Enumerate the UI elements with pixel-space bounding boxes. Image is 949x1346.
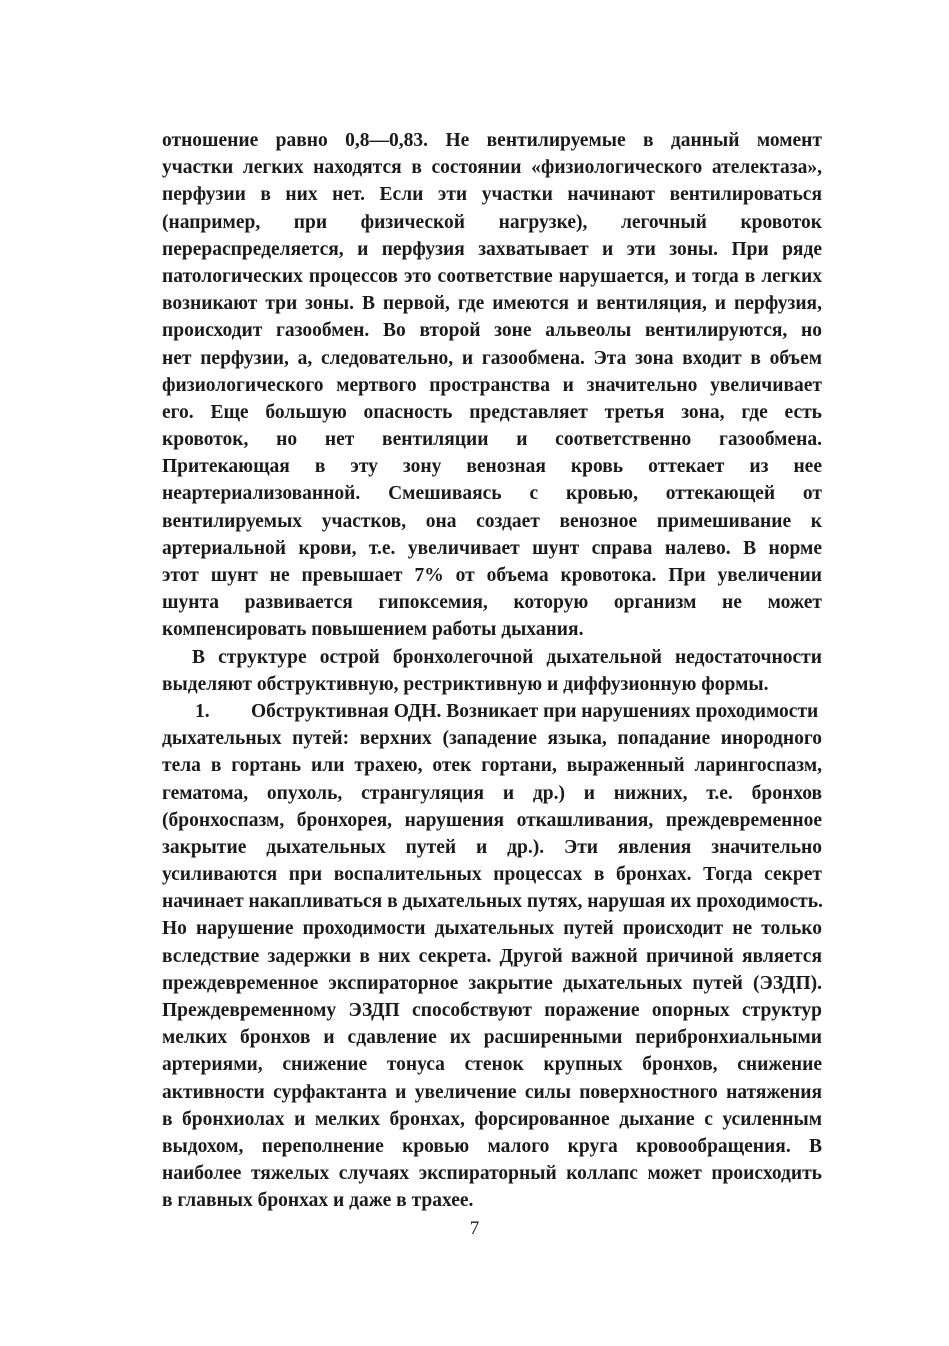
body-text: [162, 127, 822, 1215]
text-line: закрытие дыхательных путей и др.). Эти явления значительно: [162, 836, 822, 858]
text-line: неартериализованной. Смешиваясь с кровью, оттекающей от: [162, 483, 822, 505]
text-line: гематома, опухоль, странгуляция и др.) и нижних, т.е. бронхов: [162, 782, 822, 804]
text-line: кровоток, но нет вентиляции и соответственно газообмена.: [162, 429, 822, 451]
text-line: начинает накапливаться в дыхательных путях, нарушая их проходимость.: [162, 891, 823, 913]
text-line: Но нарушение проходимости дыхательных путей происходит не только: [162, 918, 822, 940]
text-line: нет перфузии, а, следовательно, и газообмена. Эта зона входит в объем: [162, 347, 822, 369]
list-item-number: 1.: [195, 700, 210, 722]
text-line: артериальной крови, т.е. увеличивает шунт справа налево. В норме: [162, 537, 822, 559]
text-line: возникают три зоны. В первой, где имеются и вентиляция, и перфузия,: [162, 293, 822, 315]
text-line: физиологического мертвого пространства и значительно увеличивает: [162, 374, 822, 396]
list-item-obstructive-odn: [162, 698, 822, 1215]
text-line: выдохом, переполнение кровью малого круга кровообращения. В: [162, 1135, 822, 1157]
text-line: перфузии в них нет. Если эти участки начинают вентилироваться: [162, 184, 822, 206]
text-line: вентилируемых участков, она создает венозное примешивание к: [162, 510, 822, 532]
text-line: Притекающая в эту зону венозная кровь оттекает из нее: [162, 456, 822, 478]
text-line: в бронхиолах и мелких бронхах, форсированное дыхание с усиленным: [162, 1108, 822, 1130]
paragraph-odn-forms: [162, 644, 822, 698]
text-line: выделяют обструктивную, рестриктивную и диффузионную формы.: [162, 673, 769, 695]
text-line: В структуре острой бронхолегочной дыхательной недостаточности: [192, 646, 822, 668]
text-line: перераспределяется, и перфузия захватывает и эти зоны. При ряде: [162, 238, 822, 260]
list-item-first-line: [162, 698, 895, 725]
text-line: происходит газообмен. Во второй зоне альвеолы вентилируются, но: [162, 320, 822, 342]
paragraph-ventilation-zones: [162, 127, 822, 644]
list-item-heading-text: Обструктивная ОДН. Возникает при нарушениях проходимости: [251, 700, 819, 722]
text-line: преждевременное экспираторное закрытие дыхательных путей (ЭЗДП).: [162, 972, 822, 994]
text-line: мелких бронхов и сдавление их расширенными перибронхиальными: [162, 1027, 822, 1049]
text-line: его. Еще большую опасность представляет третья зона, где есть: [162, 401, 822, 423]
page-number: 7: [469, 1218, 480, 1239]
text-line: этот шунт не превышает 7% от объема кровотока. При увеличении: [162, 565, 822, 586]
text-line: Преждевременному ЭЗДП способствуют поражение опорных структур: [162, 1000, 822, 1021]
text-line: вследствие задержки в них секрета. Другой важной причиной является: [162, 945, 822, 967]
text-line: в главных бронхах и даже в трахее.: [162, 1190, 474, 1212]
text-line: (бронхоспазм, бронхорея, нарушения откашливания, преждевременное: [162, 809, 822, 831]
text-line: шунта развивается гипоксемия, которую организм не может: [162, 592, 822, 614]
text-line: артериями, снижение тонуса стенок крупных бронхов, снижение: [162, 1054, 822, 1076]
text-line: патологических процессов это соответствие нарушается, и тогда в легких: [162, 265, 822, 287]
text-line: дыхательных путей: верхних (западение языка, попадание инородного: [162, 728, 822, 750]
text-line: наиболее тяжелых случаях экспираторный коллапс может происходить: [162, 1163, 822, 1185]
text-line: отношение равно 0,8—0,83. Не вентилируемые в данный момент: [162, 130, 822, 151]
text-line: тела в гортань или трахею, отек гортани, выраженный ларингоспазм,: [162, 755, 822, 777]
text-line: компенсировать повышением работы дыхания.: [162, 619, 584, 641]
text-line: усиливаются при воспалительных процессах в бронхах. Тогда секрет: [162, 864, 822, 886]
text-line: (например, при физической нагрузке), легочный кровоток: [162, 211, 822, 233]
text-line: участки легких находятся в состоянии «физиологического ателектаза»,: [162, 157, 822, 179]
text-line: активности сурфактанта и увеличение силы поверхностного натяжения: [162, 1081, 822, 1103]
